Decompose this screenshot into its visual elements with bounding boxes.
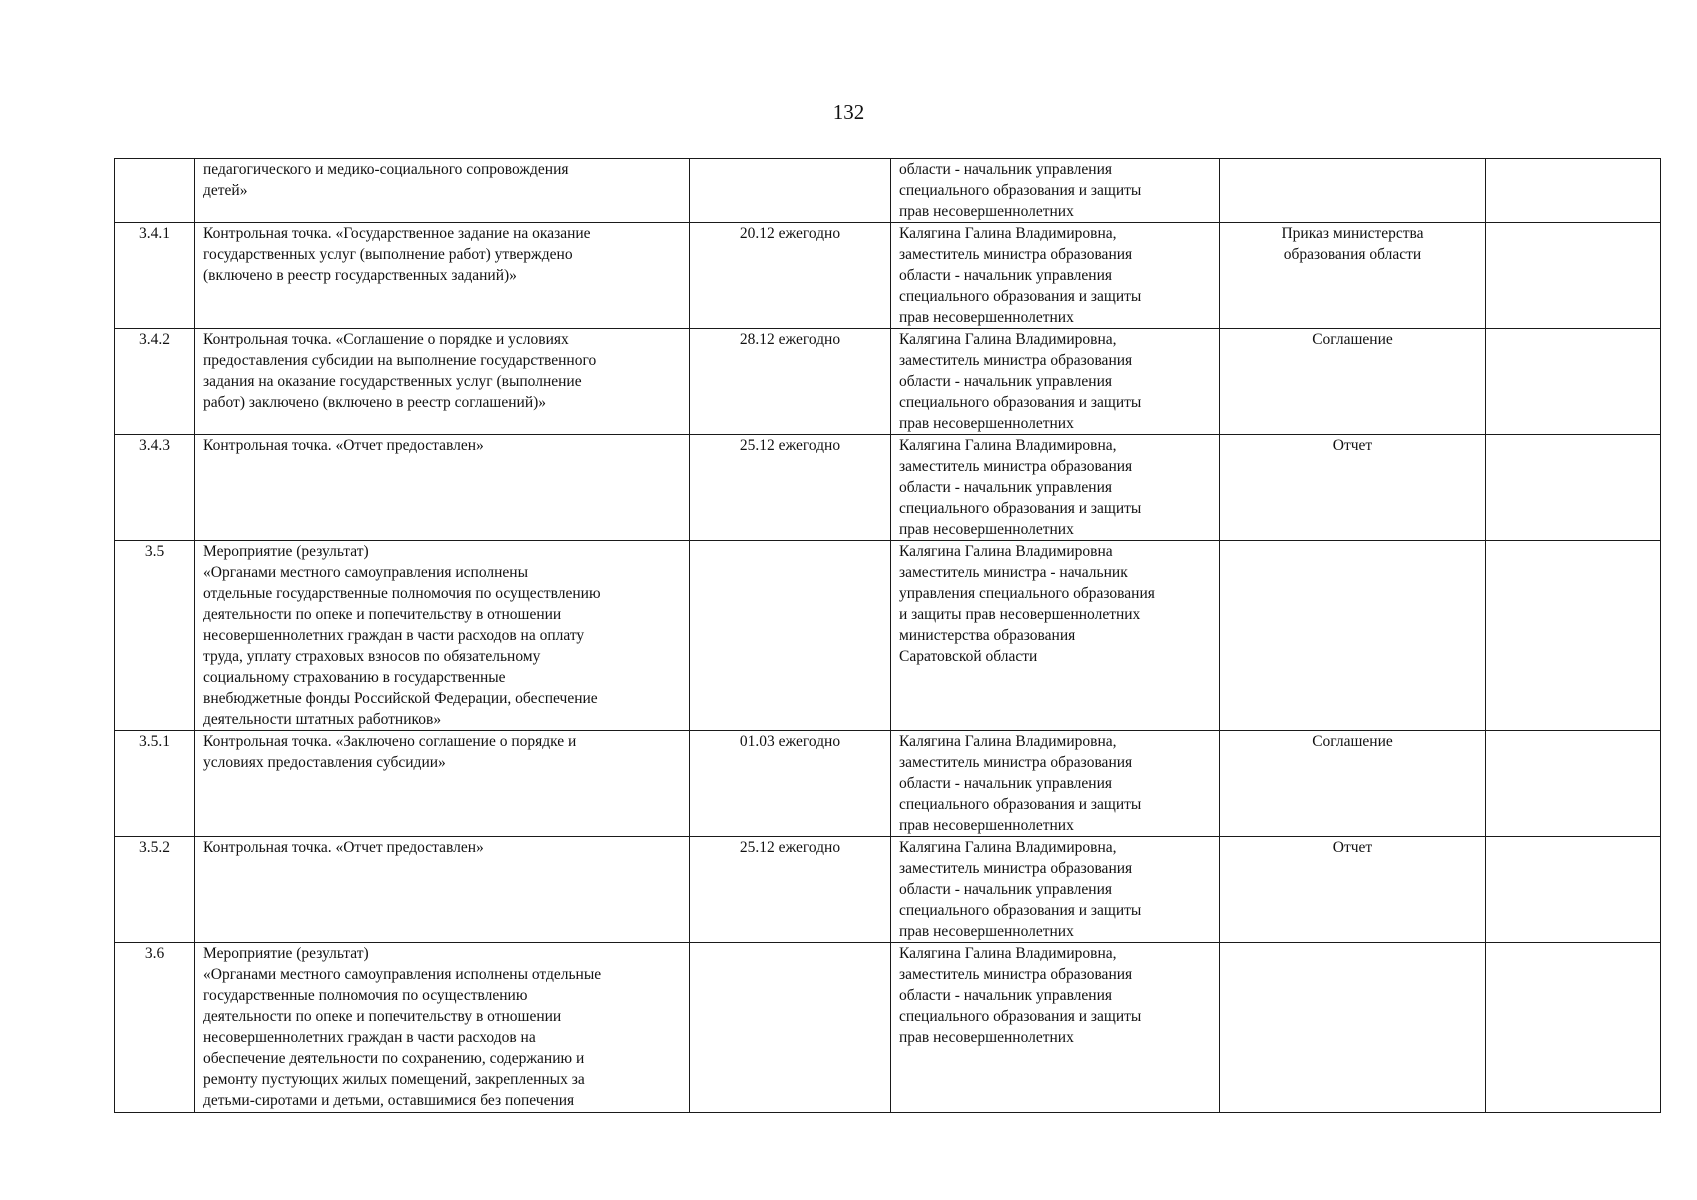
- responsible-cell: [891, 943, 1220, 1113]
- document-cell-line: Соглашение: [1312, 733, 1393, 750]
- row-number-cell: 3.4.1: [115, 223, 195, 329]
- activity-name-cell-line: Мероприятие (результат): [203, 543, 369, 560]
- document-cell-line: Приказ министерства: [1281, 225, 1424, 242]
- table-row: [115, 329, 1661, 435]
- responsible-cell-line: прав несовершеннолетних: [899, 521, 1074, 538]
- deadline-cell: 25.12 ежегодно: [690, 837, 891, 943]
- activity-name-cell: [195, 435, 690, 541]
- table-row: [115, 223, 1661, 329]
- note-cell: [1486, 541, 1661, 731]
- activity-name-cell-line: внебюджетные фонды Российской Федерации, обеспечение: [203, 690, 598, 707]
- responsible-cell: [891, 435, 1220, 541]
- document-cell: [1220, 159, 1486, 223]
- activity-name-cell-line: детьми-сиротами и детьми, оставшимися без попечения: [203, 1092, 575, 1109]
- responsible-cell-line: прав несовершеннолетних: [899, 923, 1074, 940]
- responsible-cell-line: Калягина Галина Владимировна,: [899, 437, 1117, 454]
- responsible-cell-line: прав несовершеннолетних: [899, 203, 1074, 220]
- responsible-cell-line: Калягина Галина Владимировна,: [899, 331, 1117, 348]
- table-row: [115, 943, 1661, 1113]
- activity-name-cell: [195, 329, 690, 435]
- activity-name-cell-line: труда, уплату страховых взносов по обязательному: [203, 648, 541, 665]
- activity-name-cell-line: деятельности по опеке и попечительству в отношении: [203, 1008, 562, 1025]
- activity-name-cell-line: Контрольная точка. «Заключено соглашение о порядке и: [203, 733, 577, 750]
- plan-table: [114, 158, 1661, 1113]
- row-number-cell: 3.5: [115, 541, 195, 731]
- document-cell-line: Отчет: [1332, 437, 1373, 454]
- activity-name-cell-line: социальному страхованию в государственные: [203, 669, 506, 686]
- deadline-cell: 28.12 ежегодно: [690, 329, 891, 435]
- table-row: [115, 731, 1661, 837]
- responsible-cell-line: области - начальник управления: [899, 775, 1113, 792]
- responsible-cell-line: Саратовской области: [899, 648, 1038, 665]
- document-cell: [1220, 943, 1486, 1113]
- note-cell: [1486, 943, 1661, 1113]
- activity-name-cell-line: государственные полномочия по осуществлению: [203, 987, 528, 1004]
- note-cell: [1486, 329, 1661, 435]
- activity-name-cell-line: деятельности по опеке и попечительству в отношении: [203, 606, 562, 623]
- activity-name-cell-line: несовершеннолетних граждан в части расходов на: [203, 1029, 536, 1046]
- activity-name-cell-line: деятельности штатных работников»: [203, 711, 442, 728]
- document-cell: [1220, 731, 1486, 837]
- responsible-cell-line: Калягина Галина Владимировна,: [899, 839, 1117, 856]
- deadline-cell: [690, 943, 891, 1113]
- responsible-cell-line: области - начальник управления: [899, 161, 1113, 178]
- responsible-cell-line: специального образования и защиты: [899, 288, 1142, 305]
- activity-name-cell: [195, 731, 690, 837]
- responsible-cell-line: заместитель министра образования: [899, 458, 1133, 475]
- activity-name-cell-line: несовершеннолетних граждан в части расходов на оплату: [203, 627, 585, 644]
- responsible-cell-line: министерства образования: [899, 627, 1076, 644]
- responsible-cell-line: специального образования и защиты: [899, 500, 1142, 517]
- responsible-cell-line: специального образования и защиты: [899, 394, 1142, 411]
- document-cell-line: Соглашение: [1312, 331, 1393, 348]
- table-row: [115, 435, 1661, 541]
- note-cell: [1486, 435, 1661, 541]
- table-row: [115, 837, 1661, 943]
- activity-name-cell-line: «Органами местного самоуправления исполнены: [203, 564, 529, 581]
- row-number-cell: [115, 159, 195, 223]
- responsible-cell-line: заместитель министра образования: [899, 352, 1133, 369]
- activity-name-cell-line: задания на оказание государственных услуг (выполнение: [203, 373, 582, 390]
- activity-name-cell: [195, 223, 690, 329]
- row-number-cell: 3.5.1: [115, 731, 195, 837]
- activity-name-cell-line: отдельные государственные полномочия по осуществлению: [203, 585, 601, 602]
- activity-name-cell-line: государственных услуг (выполнение работ) утверждено: [203, 246, 573, 263]
- responsible-cell-line: заместитель министра образования: [899, 754, 1133, 771]
- document-cell-line: Отчет: [1332, 839, 1373, 856]
- responsible-cell-line: области - начальник управления: [899, 881, 1113, 898]
- note-cell: [1486, 223, 1661, 329]
- responsible-cell-line: прав несовершеннолетних: [899, 309, 1074, 326]
- activity-name-cell: [195, 943, 690, 1113]
- activity-name-cell-line: (включено в реестр государственных заданий)»: [203, 267, 517, 284]
- responsible-cell-line: Калягина Галина Владимировна,: [899, 945, 1117, 962]
- responsible-cell-line: управления специального образования: [899, 585, 1155, 602]
- responsible-cell-line: Калягина Галина Владимировна: [899, 543, 1113, 560]
- responsible-cell: [891, 223, 1220, 329]
- plan-table-body: [115, 159, 1661, 1113]
- responsible-cell-line: заместитель министра образования: [899, 860, 1133, 877]
- row-number-cell: 3.5.2: [115, 837, 195, 943]
- activity-name-cell: [195, 159, 690, 223]
- responsible-cell: [891, 159, 1220, 223]
- responsible-cell-line: прав несовершеннолетних: [899, 415, 1074, 432]
- activity-name-cell-line: ремонту пустующих жилых помещений, закрепленных за: [203, 1071, 585, 1088]
- activity-name-cell-line: детей»: [203, 182, 248, 199]
- activity-name-cell-line: Мероприятие (результат): [203, 945, 369, 962]
- activity-name-cell-line: условиях предоставления субсидии»: [203, 754, 446, 771]
- deadline-cell: 25.12 ежегодно: [690, 435, 891, 541]
- responsible-cell-line: специального образования и защиты: [899, 1008, 1142, 1025]
- responsible-cell-line: и защиты прав несовершеннолетних: [899, 606, 1141, 623]
- row-number-cell: 3.4.3: [115, 435, 195, 541]
- responsible-cell-line: заместитель министра - начальник: [899, 564, 1128, 581]
- responsible-cell-line: прав несовершеннолетних: [899, 817, 1074, 834]
- deadline-cell: [690, 159, 891, 223]
- responsible-cell-line: заместитель министра образования: [899, 246, 1133, 263]
- responsible-cell-line: специального образования и защиты: [899, 182, 1142, 199]
- responsible-cell-line: специального образования и защиты: [899, 796, 1142, 813]
- note-cell: [1486, 159, 1661, 223]
- activity-name-cell-line: предоставления субсидии на выполнение государственного: [203, 352, 597, 369]
- document-cell: [1220, 435, 1486, 541]
- responsible-cell: [891, 731, 1220, 837]
- responsible-cell-line: Калягина Галина Владимировна,: [899, 225, 1117, 242]
- responsible-cell-line: прав несовершеннолетних: [899, 1029, 1074, 1046]
- row-number-cell: 3.6: [115, 943, 195, 1113]
- activity-name-cell: [195, 837, 690, 943]
- responsible-cell: [891, 329, 1220, 435]
- document-cell: [1220, 541, 1486, 731]
- deadline-cell: 20.12 ежегодно: [690, 223, 891, 329]
- responsible-cell-line: Калягина Галина Владимировна,: [899, 733, 1117, 750]
- table-row: [115, 541, 1661, 731]
- document-cell: [1220, 223, 1486, 329]
- activity-name-cell-line: «Органами местного самоуправления исполнены отдельные: [203, 966, 602, 983]
- responsible-cell-line: области - начальник управления: [899, 373, 1113, 390]
- activity-name-cell-line: Контрольная точка. «Отчет предоставлен»: [203, 839, 484, 856]
- activity-name-cell-line: Контрольная точка. «Государственное задание на оказание: [203, 225, 591, 242]
- responsible-cell-line: специального образования и защиты: [899, 902, 1142, 919]
- responsible-cell: [891, 541, 1220, 731]
- note-cell: [1486, 731, 1661, 837]
- responsible-cell-line: области - начальник управления: [899, 479, 1113, 496]
- page-number: 132: [832, 100, 865, 124]
- document-cell-line: образования области: [1283, 246, 1422, 263]
- document-cell: [1220, 837, 1486, 943]
- document-cell: [1220, 329, 1486, 435]
- responsible-cell: [891, 837, 1220, 943]
- responsible-cell-line: заместитель министра образования: [899, 966, 1133, 983]
- table-row: [115, 159, 1661, 223]
- note-cell: [1486, 837, 1661, 943]
- deadline-cell: [690, 541, 891, 731]
- activity-name-cell-line: обеспечение деятельности по сохранению, содержанию и: [203, 1050, 585, 1067]
- deadline-cell: 01.03 ежегодно: [690, 731, 891, 837]
- activity-name-cell-line: Контрольная точка. «Отчет предоставлен»: [203, 437, 484, 454]
- row-number-cell: 3.4.2: [115, 329, 195, 435]
- responsible-cell-line: области - начальник управления: [899, 987, 1113, 1004]
- activity-name-cell-line: педагогического и медико-социального сопровождения: [203, 161, 569, 178]
- responsible-cell-line: области - начальник управления: [899, 267, 1113, 284]
- activity-name-cell-line: Контрольная точка. «Соглашение о порядке и условиях: [203, 331, 569, 348]
- activity-name-cell: [195, 541, 690, 731]
- activity-name-cell-line: работ) заключено (включено в реестр соглашений)»: [203, 394, 547, 411]
